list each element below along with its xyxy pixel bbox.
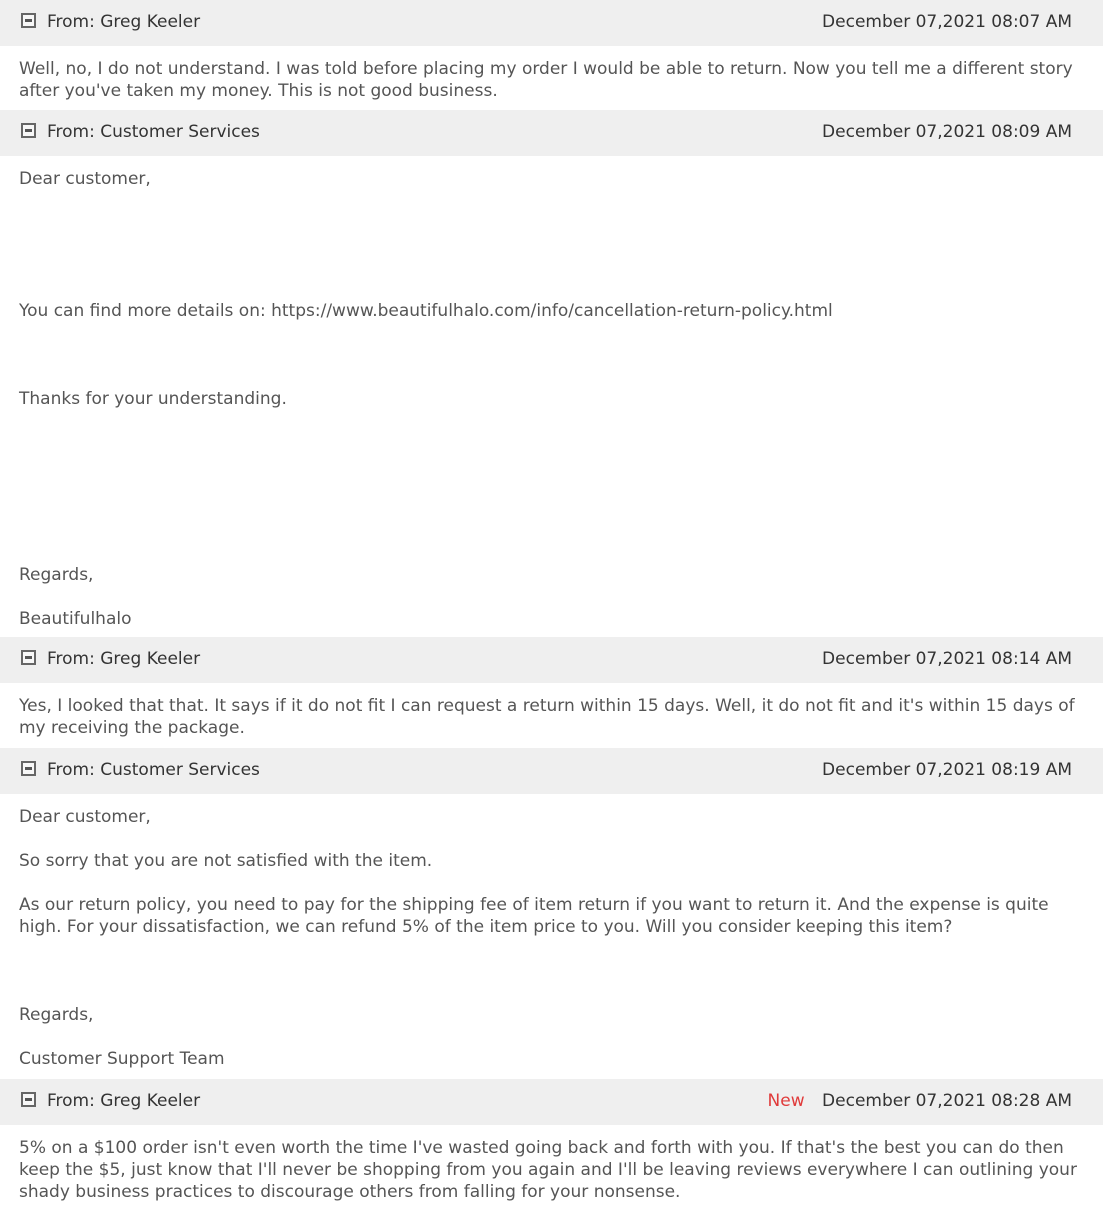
collapse-icon[interactable] bbox=[21, 761, 36, 776]
message-header[interactable] bbox=[0, 1079, 1103, 1125]
message bbox=[0, 748, 1103, 1079]
message-meta bbox=[768, 1091, 1072, 1111]
new-badge: New bbox=[767, 1091, 805, 1111]
message bbox=[0, 0, 1103, 110]
message-meta bbox=[822, 12, 1072, 32]
message-body bbox=[0, 156, 1103, 637]
message-text: Regards, bbox=[19, 1005, 94, 1025]
message-body bbox=[0, 794, 1103, 1079]
collapse-icon[interactable] bbox=[21, 123, 36, 138]
message bbox=[0, 637, 1103, 748]
message-header[interactable] bbox=[0, 637, 1103, 683]
sender: From: Customer Services bbox=[47, 122, 260, 142]
message-meta bbox=[822, 760, 1072, 780]
message bbox=[0, 110, 1103, 637]
message-text: You can find more details on: https://www.beautifulhalo.com/info/cancellation-return-policy.html bbox=[19, 301, 833, 321]
timestamp: December 07,2021 08:28 AM bbox=[822, 1091, 1072, 1111]
message-text: Thanks for your understanding. bbox=[19, 389, 287, 409]
collapse-icon[interactable] bbox=[21, 13, 36, 28]
message-text: As our return policy, you need to pay for the shipping fee of item return if you want to return it. And the expense is quite high. For your dissatisfaction, we can refund 5% of the item price to you. Will you consider keeping this item? bbox=[19, 895, 1055, 937]
message-body bbox=[0, 1125, 1103, 1211]
collapse-icon[interactable] bbox=[21, 1092, 36, 1107]
message-meta bbox=[822, 122, 1072, 142]
message-text: Yes, I looked that that. It says if it do not fit I can request a return within 15 days. Well, it do not fit and it's within 15 days of my receiving the package. bbox=[19, 696, 1081, 738]
message-body bbox=[0, 683, 1103, 748]
timestamp: December 07,2021 08:19 AM bbox=[822, 760, 1072, 780]
message-header[interactable] bbox=[0, 748, 1103, 794]
message-header[interactable] bbox=[0, 110, 1103, 156]
message-text: Well, no, I do not understand. I was told before placing my order I would be able to return. Now you tell me a different story after you've taken my money. This is not good business. bbox=[19, 59, 1079, 101]
timestamp: December 07,2021 08:14 AM bbox=[822, 649, 1072, 669]
message bbox=[0, 1079, 1103, 1211]
message-text: Dear customer, bbox=[19, 807, 151, 827]
message-body bbox=[0, 46, 1103, 110]
message-header[interactable] bbox=[0, 0, 1103, 46]
collapse-icon[interactable] bbox=[21, 650, 36, 665]
message-text: Regards, bbox=[19, 565, 94, 585]
message-text: Beautifulhalo bbox=[19, 609, 132, 629]
sender: From: Customer Services bbox=[47, 760, 260, 780]
timestamp: December 07,2021 08:07 AM bbox=[822, 12, 1072, 32]
message-text: Dear customer, bbox=[19, 169, 151, 189]
timestamp: December 07,2021 08:09 AM bbox=[822, 122, 1072, 142]
message-text: Customer Support Team bbox=[19, 1049, 225, 1069]
message-meta bbox=[822, 649, 1072, 669]
message-text: 5% on a $100 order isn't even worth the time I've wasted going back and forth with you. If that's the best you can do then keep the $5, just know that I'll never be shopping from you again and I'll be leaving reviews everywhere I can outlining your shady business practices to discourage others from falling for your nonsense. bbox=[19, 1138, 1083, 1202]
sender: From: Greg Keeler bbox=[47, 649, 201, 669]
sender: From: Greg Keeler bbox=[47, 1091, 201, 1111]
sender: From: Greg Keeler bbox=[47, 12, 201, 32]
message-text: So sorry that you are not satisfied with the item. bbox=[19, 851, 433, 871]
